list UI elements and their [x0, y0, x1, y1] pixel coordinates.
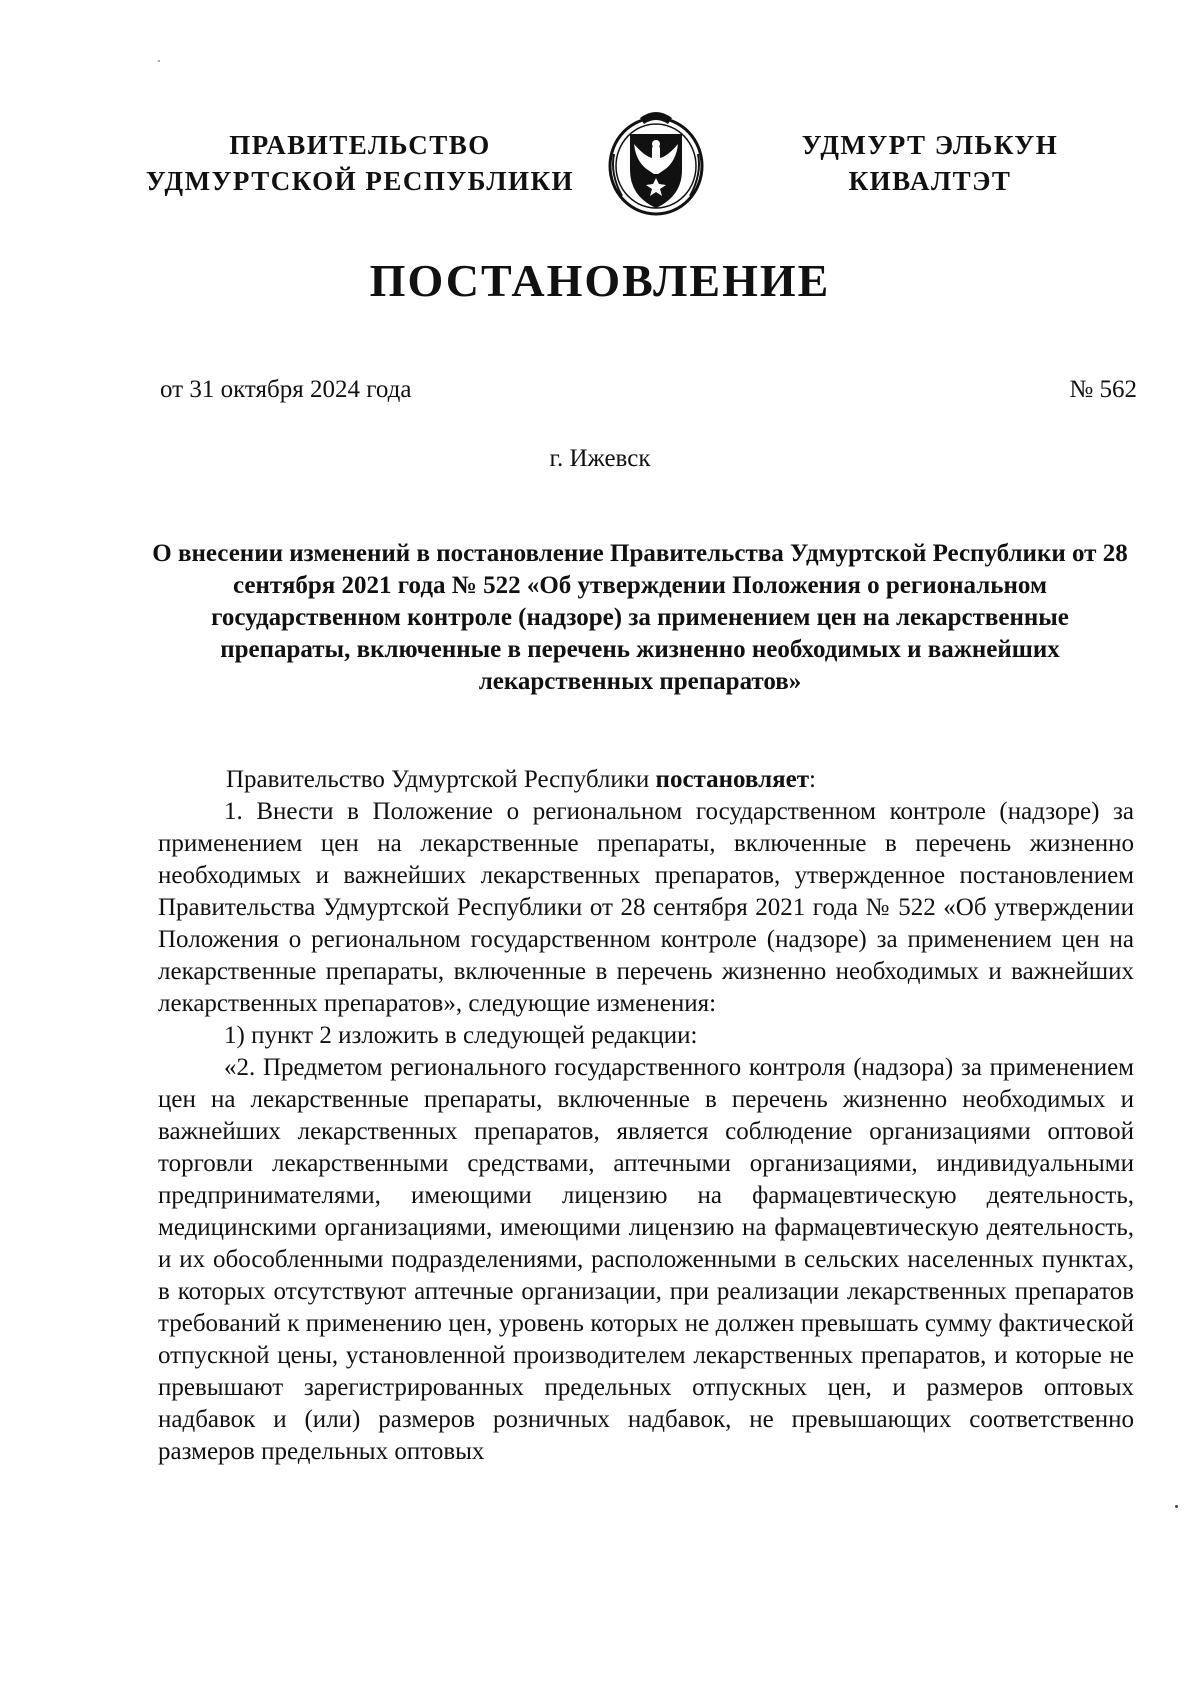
coat-of-arms-icon [600, 104, 712, 218]
lead-colon: : [809, 766, 816, 793]
document-city: г. Ижевск [549, 445, 651, 472]
issuer-udmurt-line-1: УДМУРТ ЭЛЬКУН [801, 130, 1059, 160]
issuer-line-2: УДМУРТСКОЙ РЕСПУБЛИКИ [145, 166, 575, 196]
document-type-heading: ПОСТАНОВЛЕНИЕ [369, 255, 831, 306]
document-title: О внесении изменений в постановление Правительства Удмуртской Республики от 28 сентября 2021 года № 522 «Об утверждении Положения о региональном государственном контроле (надзоре) за применением цен на лекарственные препараты, включенные в перечень жизненно необходимых и важнейших лекарственных препаратов» [152, 540, 1128, 695]
body-paragraph-1: 1. Внести в Положение о региональном государственном контроле (надзоре) за применением цен на лекарственные препараты, включенные в перечень жизненно необходимых и важнейших лекарственных препаратов, утвержденное постановлением Правительства Удмуртской Республики от 28 сентября 2021 года № 522 «Об утверждении Положения о региональном государственном контроле (надзоре) за применением цен на лекарственные препараты, включенные в перечень жизненно необходимых и важнейших лекарственных препаратов», следующие изменения: [158, 798, 1134, 1017]
scan-speck [1175, 1505, 1178, 1508]
body-paragraph-3: «2. Предметом регионального государственного контроля (надзора) за применением цен на лекарственные препараты, включенные в перечень жизненно необходимых и важнейших лекарственных препаратов, является соблюдение организациями оптовой торговли лекарственными средствами, аптечными организациями, индивидуальными предпринимателями, имеющими лицензию на фармацевтическую деятельность, медицинскими организациями, имеющими лицензию на фармацевтическую деятельность, и их обособленными подразделениями, расположенными в сельских населенных пунктах, в которых отсутствуют аптечные организации, при реализации лекарственных препаратов требований к применению цен, уровень которых не должен превышать сумму фактической отпускной цены, установленной производителем лекарственных препаратов, и которые не превышают зарегистрированных предельных отпускных цен, и размеров оптовых надбавок и (или) размеров розничных надбавок, не превышающих соответственно размеров предельных оптовых [158, 1054, 1134, 1465]
document-number: № 562 [1069, 376, 1137, 403]
document-body [158, 764, 1134, 1468]
issuer-name-russian [140, 127, 580, 199]
issuer-udmurt-line-2: КИВАЛТЭТ [848, 166, 1012, 196]
lead-bold: постановляет [655, 766, 810, 793]
body-paragraph-2: 1) пункт 2 изложить в следующей редакции: [224, 1022, 698, 1049]
scan-speck [158, 60, 160, 62]
issuer-line-1: ПРАВИТЕЛЬСТВО [229, 130, 491, 160]
document-date: от 31 октября 2024 года [160, 376, 412, 403]
resolution-lead [158, 764, 1134, 796]
issuer-name-udmurt [770, 127, 1090, 199]
lead-text: Правительство Удмуртской Республики [226, 766, 656, 793]
